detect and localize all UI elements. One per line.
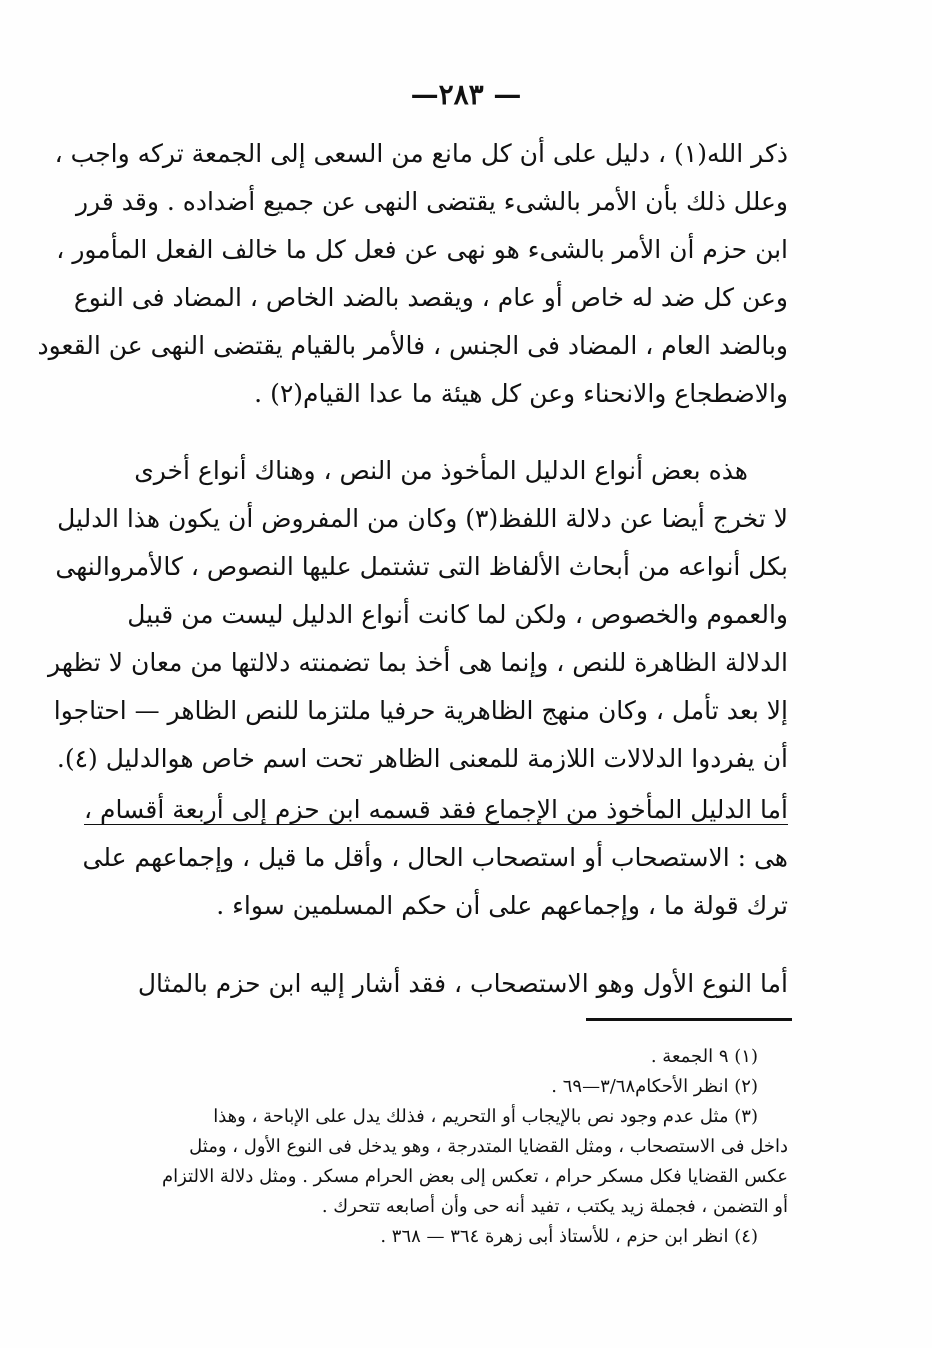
footnote-line: (٣) مثل عدم وجود نص بالإيجاب أو التحريم ، فذلك يدل على الإباحة ، وهذا: [213, 1106, 758, 1127]
paragraph-2: [48, 447, 788, 783]
text-line: الدلالة الظاهرة للنص ، وإنما هى أخذ بما تضمنته دلالتها من معان لا تظهر: [48, 648, 788, 677]
text-line: [84, 786, 788, 834]
paragraph-3: [82, 786, 788, 930]
text-line: والعموم والخصوص ، ولكن لما كانت أنواع الدليل ليست من قبيل: [127, 600, 788, 629]
text-line: هذه بعض أنواع الدليل المأخوذ من النص ، وهناك أنواع أخرى: [134, 456, 748, 485]
text-line: وعن كل ضد له خاص أو عام ، ويقصد بالضد الخاص ، المضاد فى النوع: [73, 283, 788, 312]
text-line: أن يفردوا الدلالات اللازمة للمعنى الظاهر تحت اسم خاص هوالدليل (٤).: [56, 744, 788, 773]
text-line: بكل أنواعه من أبحاث الألفاظ التى تشتمل عليها النصوص ، كالأمروالنهى: [55, 552, 788, 581]
footnote-line: (١) ٩ الجمعة .: [650, 1046, 758, 1067]
text-line: ابن حزم أن الأمر بالشىء هو نهى عن فعل كل ما خالف الفعل المأمور ،: [56, 235, 788, 264]
text-line: إلا بعد تأمل ، وكان منهج الظاهرية حرفيا ملتزما للنص الظاهر — احتاجوا: [53, 696, 788, 725]
footnote-line: (٢) انظر الأحكام٣/٦٨—٦٩ .: [551, 1076, 758, 1097]
text-line: لا تخرج أيضا عن دلالة اللفظ(٣) وكان من المفروض أن يكون هذا الدليل: [57, 504, 788, 533]
underlined-text: أما الدليل المأخوذ من الإجماع فقد قسمه ابن حزم إلى أربعة أقسام ،: [84, 795, 788, 824]
text-line: ترك قولة ما ، وإجماعهم على أن حكم المسلمين سواء .: [216, 891, 788, 920]
text-line: أما النوع الأول وهو الاستصحاب ، فقد أشار إليه ابن حزم بالمثال: [137, 969, 788, 998]
footnotes: [120, 1042, 788, 1252]
paragraph-4: [128, 960, 788, 1008]
footnote-line: أو التضمن ، فجملة زيد يكتب ، تفيد أنه حى وأن أصابعه تتحرك .: [321, 1196, 788, 1217]
footnote-separator: [586, 1018, 792, 1021]
text-line: وعلل ذلك بأن الأمر بالشىء يقتضى النهى عن جميع أضداده . وقد قرر: [75, 187, 788, 216]
footnote-line: عكس القضايا فكل مسكر حرام ، تعكس إلى بعض الحرام مسكر . ومثل دلالة الالتزام: [161, 1166, 788, 1187]
text-line: هى : الاستصحاب أو استصحاب الحال ، وأقل ما قيل ، وإجماعهم على: [82, 843, 788, 872]
page-number: —٢٨٣ —: [410, 78, 522, 111]
text-line: ذكر الله(١) ، دليل على أن كل مانع من السعى إلى الجمعة تركه واجب ،: [54, 139, 788, 168]
footnote-line: داخل فى الاستصحاب ، ومثل القضايا المتدرجة ، وهو يدخل فى النوع الأول ، ومثل: [189, 1136, 788, 1157]
paragraph-1: [37, 130, 788, 418]
text-line: والاضطجاع والانحناء وعن كل هيئة ما عدا القيام(٢) .: [254, 379, 788, 408]
text-line: وبالضد العام ، المضاد فى الجنس ، فالأمر بالقيام يقتضى النهى عن القعود: [37, 331, 788, 360]
footnote-line: (٤) انظر ابن حزم ، للأستاذ أبى زهرة ٣٦٤ — ٣٦٨ .: [380, 1226, 758, 1247]
